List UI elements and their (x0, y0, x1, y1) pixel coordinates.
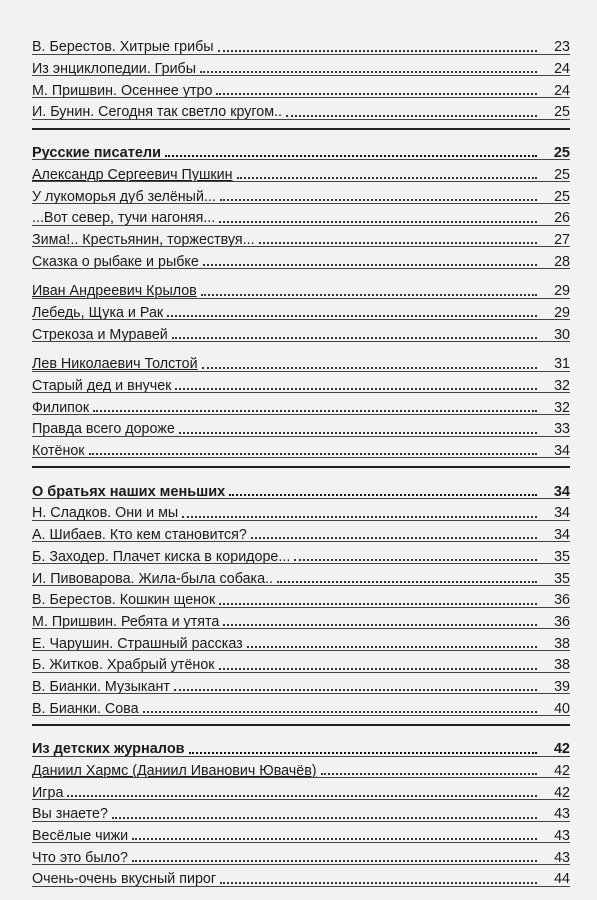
row-rule (32, 119, 570, 120)
toc-entry-page-number: 26 (554, 210, 570, 227)
toc-entry[interactable] (32, 182, 570, 204)
toc-entry[interactable] (32, 226, 570, 248)
toc-entry-page-number: 38 (554, 635, 570, 652)
dot-leader (67, 795, 537, 797)
toc-entry-title: В. Берестов. Хитрые грибы (32, 39, 214, 56)
dot-leader (286, 115, 537, 117)
dot-leader (93, 410, 537, 412)
toc-entry-page-number: 24 (554, 61, 570, 78)
author-heading[interactable] (32, 277, 570, 299)
toc-entry-page-number: 40 (554, 700, 570, 717)
dot-leader (229, 494, 537, 496)
section-divider (32, 466, 570, 468)
dot-leader (200, 71, 537, 73)
toc-entry-page-number: 39 (554, 678, 570, 695)
author-heading-title: Александр Сергеевич Пушкин (32, 166, 233, 183)
toc-entry-title: Вы знаете? (32, 806, 108, 823)
toc-entry-page-number: 25 (554, 104, 570, 121)
dot-leader (219, 603, 537, 605)
toc-entry-title: У лукоморья дуб зелёный... (32, 188, 216, 205)
dot-leader (132, 860, 537, 862)
toc-entry-page-number: 28 (554, 253, 570, 270)
toc-entry-title: Сказка о рыбаке и рыбке (32, 253, 199, 270)
toc-entry[interactable] (32, 415, 570, 437)
toc-entry[interactable] (32, 586, 570, 608)
toc-entry-page-number: 27 (554, 231, 570, 248)
toc-entry-title: Лебедь, Щука и Рак (32, 304, 164, 321)
author-heading-page-number: 42 (554, 763, 570, 780)
toc-entry[interactable] (32, 822, 570, 844)
row-rule (32, 341, 570, 342)
section-heading-page-number: 34 (553, 483, 570, 500)
toc-entry[interactable] (32, 564, 570, 586)
toc-entry[interactable] (32, 98, 570, 120)
row-rule (32, 715, 570, 716)
toc-entry-page-number: 30 (554, 326, 570, 343)
row-rule (32, 268, 570, 269)
dot-leader (172, 337, 537, 339)
dot-leader (218, 50, 537, 52)
author-heading-page-number: 29 (554, 283, 570, 300)
toc-entry-title: Филипок (32, 399, 90, 416)
toc-entry[interactable] (32, 542, 570, 564)
toc-entry-title: Правда всего дороже (32, 421, 175, 438)
toc-entry-page-number: 32 (554, 378, 570, 395)
section-heading-page-number: 25 (553, 144, 570, 161)
section-heading-title: Русские писатели (32, 144, 162, 161)
toc-entry[interactable] (32, 393, 570, 415)
dot-leader (201, 294, 537, 296)
toc-entry-page-number: 43 (554, 849, 570, 866)
row-rule (32, 457, 570, 458)
toc-entry[interactable] (32, 33, 570, 55)
toc-entry-title: Б. Житков. Храбрый утёнок (32, 657, 215, 674)
dot-leader (179, 432, 537, 434)
dot-leader (216, 93, 537, 95)
toc-entry[interactable] (32, 608, 570, 630)
toc-entry-page-number: 42 (554, 784, 570, 801)
dot-leader (321, 773, 537, 775)
toc-entry[interactable] (32, 437, 570, 459)
section-heading[interactable] (32, 735, 570, 757)
dot-leader (251, 537, 537, 539)
dot-leader (182, 516, 537, 518)
toc-entry-page-number: 34 (554, 505, 570, 522)
dot-leader (247, 646, 537, 648)
dot-leader (89, 453, 537, 455)
toc-entry-page-number: 36 (554, 592, 570, 609)
section-heading-title: О братьях наших меньших (32, 483, 226, 500)
toc-entry-page-number: 43 (554, 828, 570, 845)
section-heading[interactable] (32, 477, 570, 499)
toc-entry-page-number: 24 (554, 82, 570, 99)
dot-leader (132, 838, 537, 840)
toc-entry-title: И. Бунин. Сегодня так светло кругом.. (32, 104, 283, 121)
toc-entry-title: М. Пришвин. Ребята и утята (32, 613, 220, 630)
author-heading-page-number: 25 (554, 166, 570, 183)
toc-entry[interactable] (32, 372, 570, 394)
toc-entry-title: ...Вот север, тучи нагоняя... (32, 210, 216, 227)
toc-entry[interactable] (32, 651, 570, 673)
toc-entry-title: Котёнок (32, 443, 85, 460)
dot-leader (220, 882, 537, 884)
toc-entry-page-number: 32 (554, 399, 570, 416)
author-heading-page-number: 31 (554, 356, 570, 373)
toc-entry-title: Стрекоза и Муравей (32, 326, 168, 343)
toc-entry-title: В. Бианки. Музыкант (32, 678, 170, 695)
author-heading-title: Иван Андреевич Крылов (32, 283, 197, 300)
dot-leader (294, 559, 537, 561)
toc-entry[interactable] (32, 843, 570, 865)
toc-entry-page-number: 36 (554, 613, 570, 630)
dot-leader (237, 177, 537, 179)
author-heading-title: Лев Николаевич Толстой (32, 356, 198, 373)
toc-entry-page-number: 34 (554, 443, 570, 460)
toc-entry[interactable] (32, 499, 570, 521)
toc-entry-page-number: 34 (554, 527, 570, 544)
toc-entry-title: Игра (32, 784, 64, 801)
toc-entry[interactable] (32, 299, 570, 321)
toc-entry-page-number: 25 (554, 188, 570, 205)
toc-entry[interactable] (32, 204, 570, 226)
toc-entry-page-number: 43 (554, 806, 570, 823)
toc-entry[interactable] (32, 55, 570, 77)
toc-entry-title: Е. Чарушин. Страшный рассказ (32, 635, 243, 652)
toc-entry[interactable] (32, 778, 570, 800)
toc-entry-title: И. Пивоварова. Жила-была собака.. (32, 570, 273, 587)
toc-entry-page-number: 29 (554, 304, 570, 321)
dot-leader (259, 242, 537, 244)
author-heading[interactable] (32, 160, 570, 182)
toc-entry[interactable] (32, 629, 570, 651)
toc-entry-title: Старый дед и внучек (32, 378, 172, 395)
dot-leader (219, 668, 537, 670)
toc-entry[interactable] (32, 800, 570, 822)
toc-entry[interactable] (32, 320, 570, 342)
dot-leader (203, 264, 537, 266)
toc-entry-title: Очень-очень вкусный пирог (32, 871, 217, 888)
toc-entry-page-number: 44 (554, 871, 570, 888)
section-heading[interactable] (32, 139, 570, 161)
dot-leader (175, 388, 537, 390)
dot-leader (220, 199, 537, 201)
toc-entry-page-number: 23 (554, 39, 570, 56)
author-heading-title: Даниил Хармс (Даниил Иванович Ювачёв) (32, 763, 317, 780)
toc-entry-title: Что это было? (32, 849, 129, 866)
toc-entry-page-number: 33 (554, 421, 570, 438)
toc-entry[interactable] (32, 521, 570, 543)
dot-leader (174, 689, 537, 691)
section-heading-page-number: 42 (553, 741, 570, 758)
toc-entry-page-number: 38 (554, 657, 570, 674)
dot-leader (165, 155, 537, 157)
author-gap (32, 269, 570, 277)
dot-leader (167, 315, 537, 317)
toc-entry[interactable] (32, 673, 570, 695)
toc-entry-title: М. Пришвин. Осеннее утро (32, 82, 213, 99)
toc-entry[interactable] (32, 694, 570, 716)
toc-entry-title: В. Бианки. Сова (32, 700, 139, 717)
section-divider (32, 128, 570, 130)
dot-leader (223, 624, 537, 626)
dot-leader (202, 367, 537, 369)
author-heading[interactable] (32, 350, 570, 372)
toc-entry[interactable] (32, 76, 570, 98)
toc-entry-title: А. Шибаев. Кто кем становится? (32, 527, 247, 544)
toc-entry-title: Весёлые чижи (32, 828, 129, 845)
toc-entry-title: Из энциклопедии. Грибы (32, 61, 197, 78)
author-heading[interactable] (32, 757, 570, 779)
toc-entry-title: В. Берестов. Кошкин щенок (32, 592, 216, 609)
dot-leader (112, 817, 537, 819)
table-of-contents (32, 33, 570, 887)
section-heading-title: Из детских журналов (32, 741, 185, 758)
toc-entry-title: Зима!.. Крестьянин, торжествуя... (32, 231, 255, 248)
dot-leader (219, 221, 537, 223)
toc-entry[interactable] (32, 865, 570, 887)
toc-entry-title: Б. Заходер. Плачет киска в коридоре... (32, 548, 291, 565)
dot-leader (143, 711, 537, 713)
row-rule (32, 886, 570, 887)
section-divider (32, 724, 570, 726)
toc-entry-title: Н. Сладков. Они и мы (32, 505, 179, 522)
toc-entry-page-number: 35 (554, 570, 570, 587)
toc-entry[interactable] (32, 247, 570, 269)
dot-leader (277, 581, 537, 583)
toc-entry-page-number: 35 (554, 548, 570, 565)
author-gap (32, 342, 570, 350)
dot-leader (189, 752, 537, 754)
